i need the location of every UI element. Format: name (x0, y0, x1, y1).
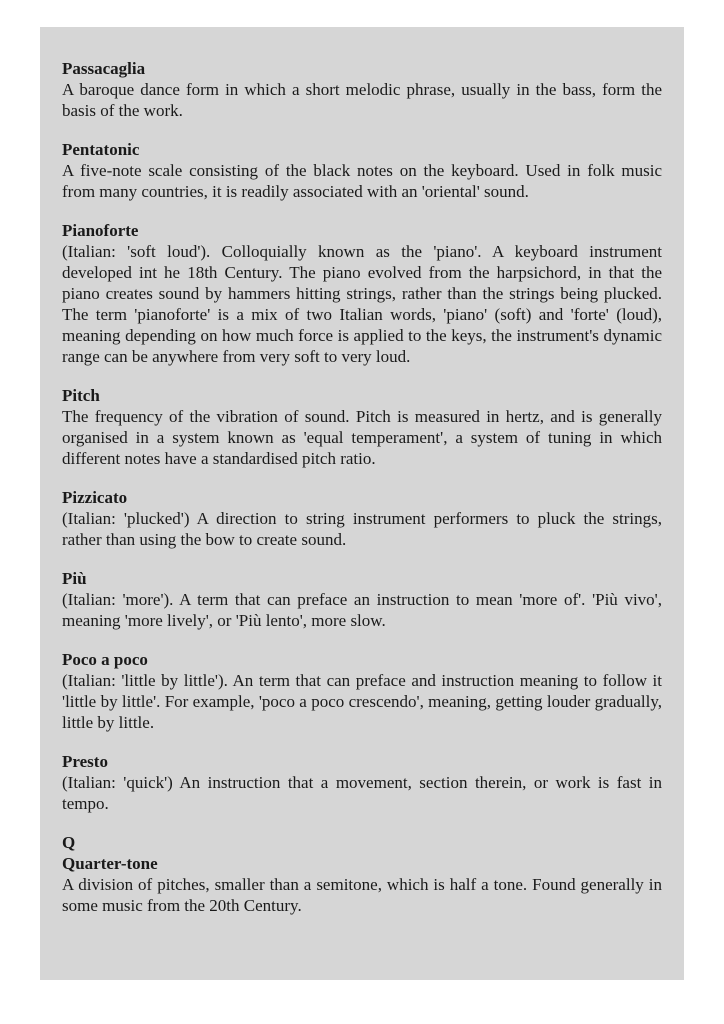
glossary-entry-poco-a-poco (62, 649, 662, 733)
glossary-entry-pentatonic (62, 139, 662, 202)
entry-definition: A baroque dance form in which a short melodic phrase, usually in the bass, form the basis of the work. (62, 80, 662, 120)
entry-term: Presto (62, 752, 108, 771)
glossary-entry-pianoforte (62, 220, 662, 367)
section-letter: Q (62, 833, 76, 852)
entry-term: Poco a poco (62, 650, 148, 669)
glossary-page (40, 27, 684, 980)
entry-term: Più (62, 569, 87, 588)
entry-definition: A division of pitches, smaller than a semitone, which is half a tone. Found generally in some music from the 20th Century. (62, 875, 662, 915)
entry-definition: The frequency of the vibration of sound. Pitch is measured in hertz, and is generally organised in a system known as 'equal temperament', a system of tuning in which different notes have a standardised pitch ratio. (62, 407, 662, 468)
entry-term: Pianoforte (62, 221, 139, 240)
glossary-section-q (62, 832, 662, 916)
glossary-entry-presto (62, 751, 662, 814)
glossary-entry-pizzicato (62, 487, 662, 550)
entry-term: Pitch (62, 386, 100, 405)
entry-definition: A five-note scale consisting of the black notes on the keyboard. Used in folk music from many countries, it is readily associated with an 'oriental' sound. (62, 161, 662, 201)
entry-term: Passacaglia (62, 59, 146, 78)
entry-definition: (Italian: 'soft loud'). Colloquially known as the 'piano'. A keyboard instrument developed int he 18th Century. The piano evolved from the harpsichord, in that the piano creates sound by hammers hitting strings, rather than the strings being plucked. The term 'pianoforte' is a mix of two Italian words, 'piano' (soft) and 'forte' (loud), meaning depending on how much force is applied to the keys, the instrument's dynamic range can be anywhere from very soft to very loud. (62, 242, 662, 366)
entry-definition: (Italian: 'little by little'). An term that can preface and instruction meaning to follow it 'little by little'. For example, 'poco a poco crescendo', meaning, getting louder gradually, little by little. (62, 671, 662, 732)
entry-definition: (Italian: 'more'). A term that can preface an instruction to mean 'more of'. 'Più vivo', meaning 'more lively', or 'Più lento', more slow. (62, 590, 662, 630)
entry-term: Quarter-tone (62, 854, 158, 873)
glossary-entry-piu (62, 568, 662, 631)
entry-definition: (Italian: 'quick') An instruction that a movement, section therein, or work is fast in tempo. (62, 773, 662, 813)
entry-term: Pizzicato (62, 488, 128, 507)
entry-definition: (Italian: 'plucked') A direction to string instrument performers to pluck the strings, rather than using the bow to create sound. (62, 509, 662, 549)
glossary-entry-pitch (62, 385, 662, 469)
glossary-entry-passacaglia (62, 58, 662, 121)
entry-term: Pentatonic (62, 140, 140, 159)
